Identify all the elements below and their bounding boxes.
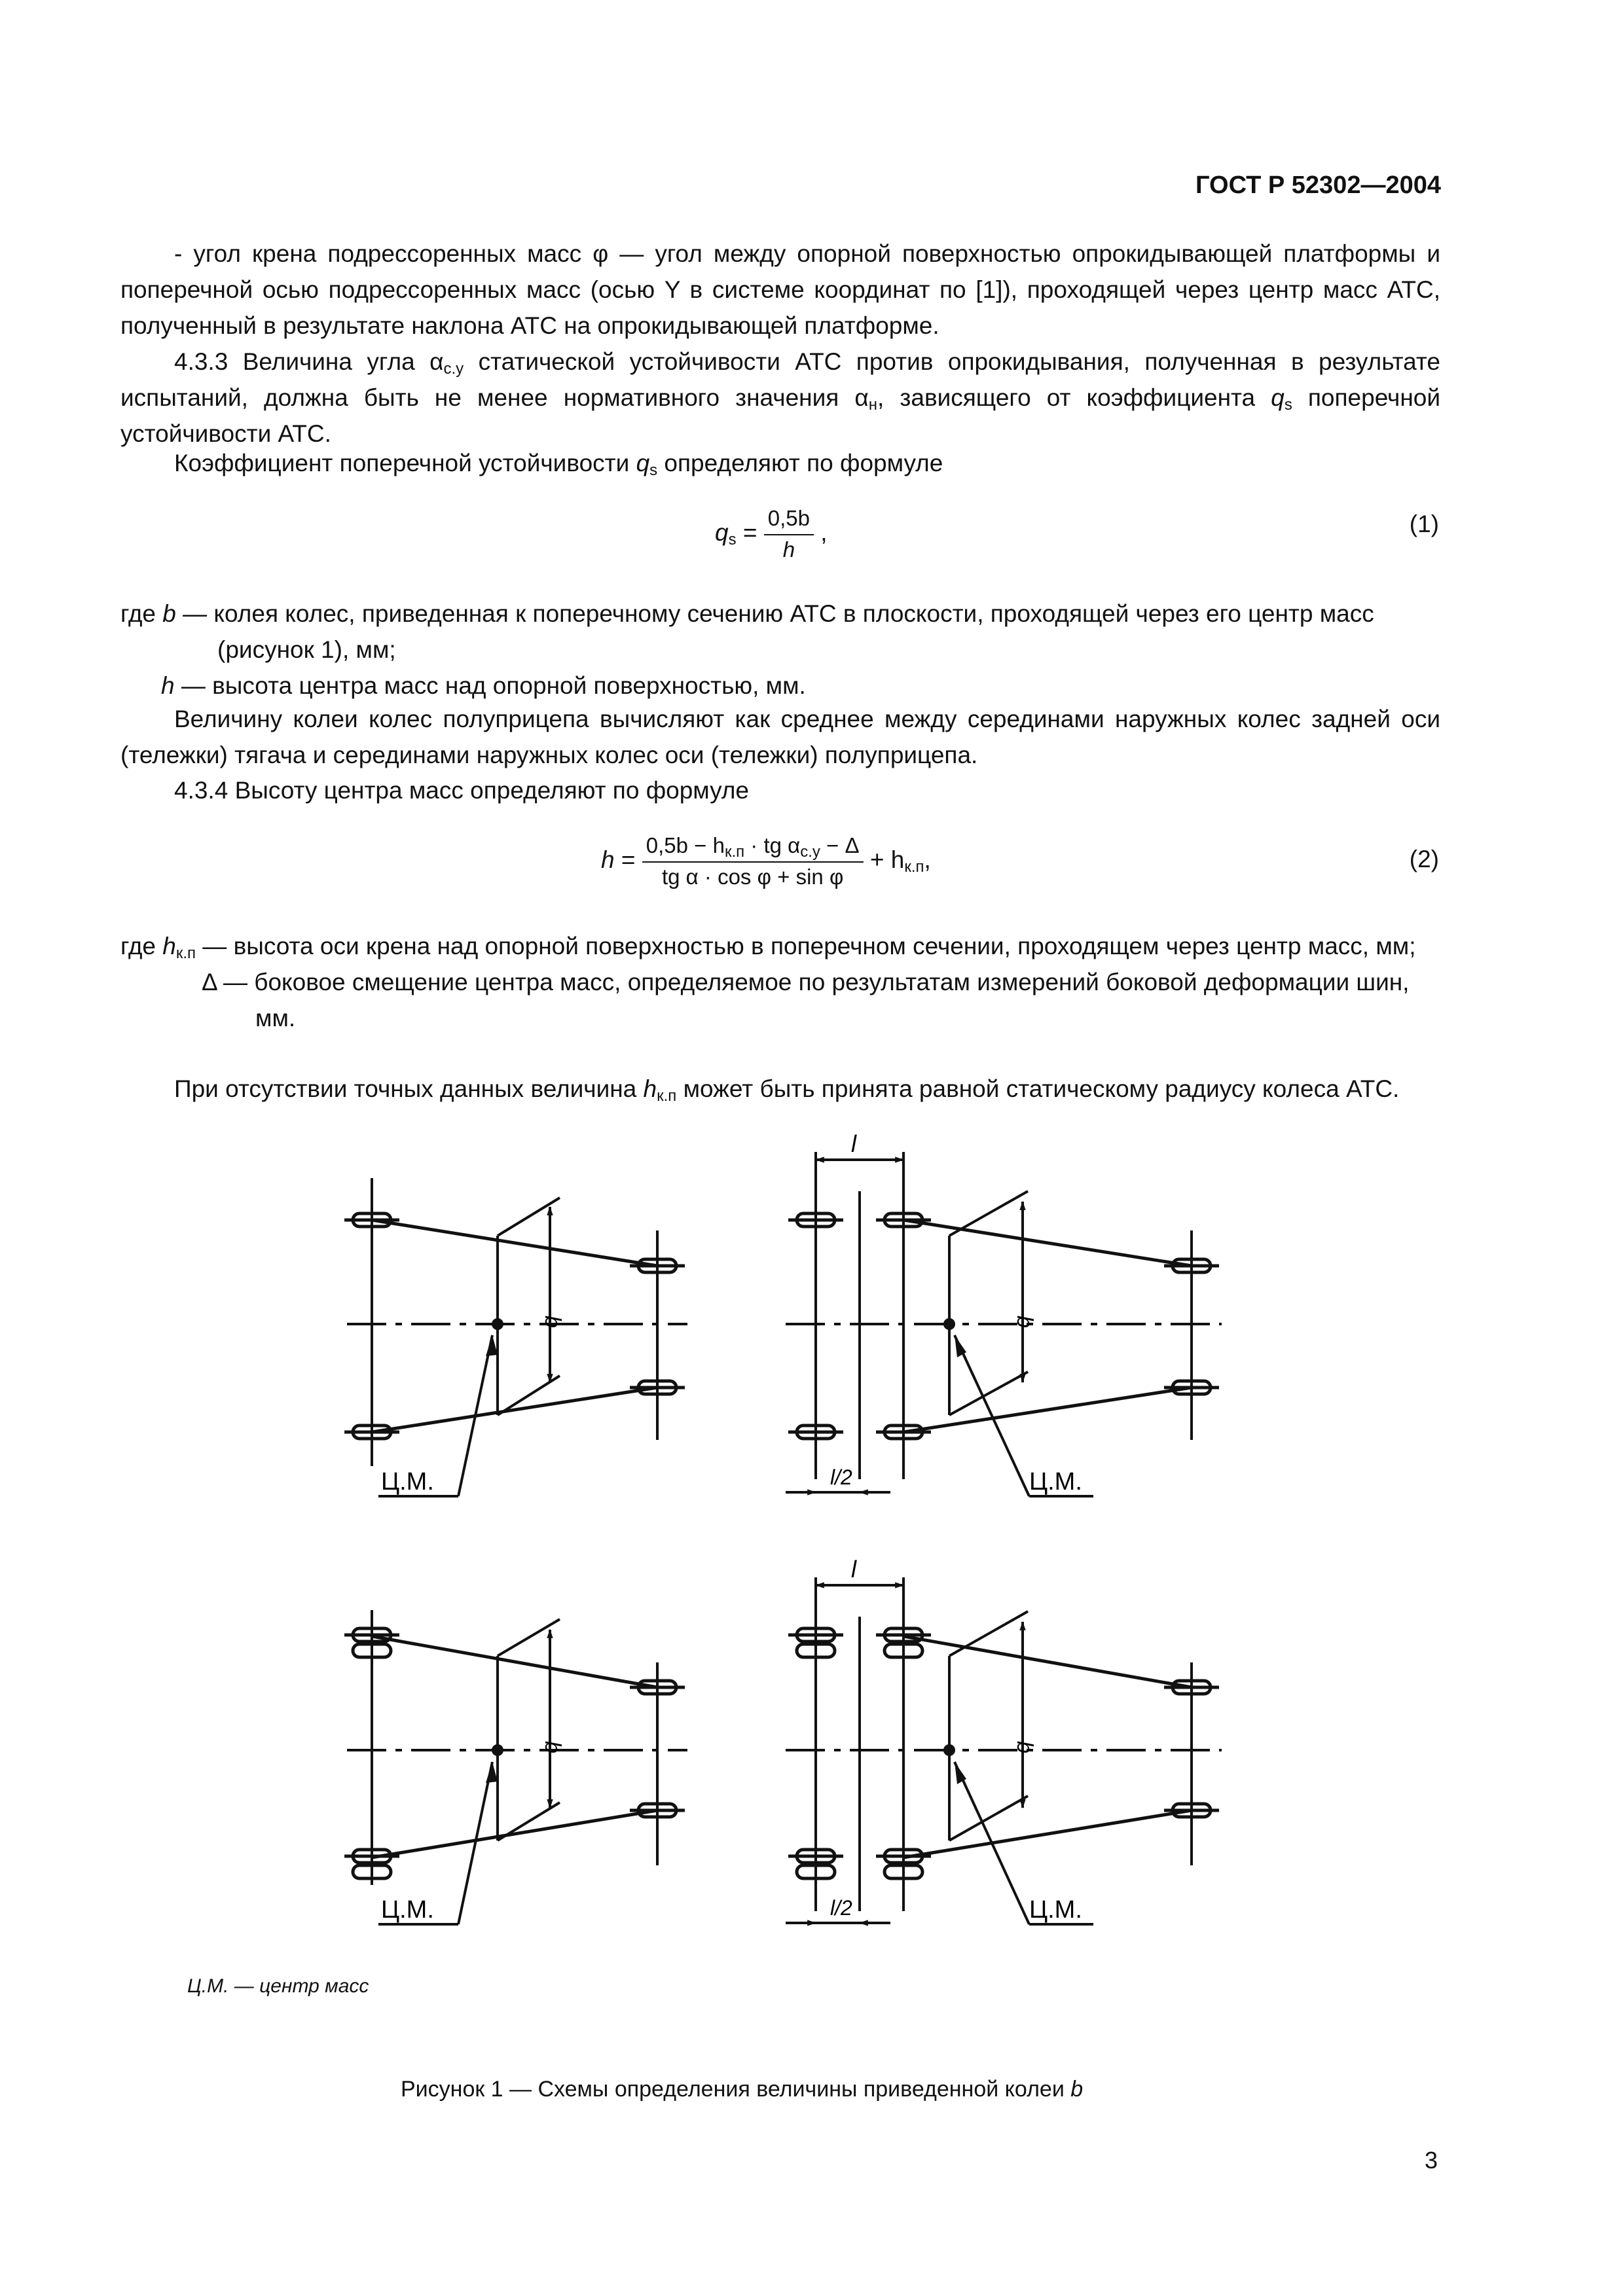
figure-note: Ц.М. — центр масс bbox=[187, 1975, 369, 1997]
label-l: l bbox=[851, 1556, 856, 1583]
center-of-mass-dot bbox=[492, 1318, 503, 1330]
paragraph-roll-axis-default: При отсутствии точных данных величина $h_{к.п}$ может быть принята равной статическому радиусу колеса АТС. bbox=[174, 1075, 1400, 1105]
diagram-bottom-right bbox=[786, 1577, 1222, 1924]
definition-delta: Δ — боковое смещение центра масс, определяемое по результатам измерений боковой деформации шин, мм. bbox=[202, 969, 1410, 1031]
page-number: 3 bbox=[1424, 2147, 1438, 2174]
formula-1: $q_s$ = $\frac{0,5b}{h}$ , bbox=[715, 506, 828, 562]
label-b: b bbox=[540, 1741, 565, 1753]
label-l: l bbox=[851, 1130, 856, 1157]
label-l-half: l/2 bbox=[830, 1465, 852, 1489]
label-b: b bbox=[540, 1316, 565, 1328]
label-cm: Ц.М. bbox=[1029, 1896, 1082, 1924]
definition-b: где b — колея колес, приведенная к поперечному сечению АТС в плоскости, проходящей через его центр масс (рисунок 1), мм; bbox=[120, 600, 1374, 663]
formula-2: h = $\frac{0,5b - h_{к.п} \cdot tg \alpha_{с.у} - \Delta}{\text{tg α · cos φ + sin φ}}$ + $h_{к.п}$, bbox=[601, 833, 931, 889]
formula-2-number: (2) bbox=[1409, 846, 1439, 872]
definition-h-roll-axis: где $h_{к.п}$ — высота оси крена над опорной поверхностью в поперечном сечении, проходящем через центр масс, мм; bbox=[120, 933, 1416, 962]
paragraph-coefficient-intro: Коэффициент поперечной устойчивости $q_s$ определяют по формуле bbox=[174, 450, 943, 479]
label-cm: Ц.М. bbox=[1029, 1468, 1082, 1496]
label-b: b bbox=[1012, 1316, 1037, 1328]
diagram-top-left bbox=[347, 1178, 687, 1496]
figure-caption: Рисунок 1 — Схемы определения величины приведенной колеи b bbox=[401, 2077, 1084, 2102]
paragraph-4-3-4: 4.3.4 Высоту центра масс определяют по формуле bbox=[174, 777, 750, 804]
label-cm: Ц.М. bbox=[381, 1896, 434, 1924]
label-b: b bbox=[1012, 1741, 1037, 1753]
label-cm: Ц.М. bbox=[381, 1468, 434, 1496]
definition-h: h — высота центра масс над опорной поверхностью, мм. bbox=[161, 672, 806, 699]
diagram-bottom-left bbox=[347, 1610, 687, 1924]
standard-id: ГОСТ Р 52302—2004 bbox=[1195, 171, 1441, 199]
paragraph-4-3-3: 4.3.3 Величина угла $\alpha_{с.у}$ статической устойчивости АТС против опрокидывания, полученная в результате испытаний, должна быть не менее нормативного значения $\alpha_н$, зависящего от коэффициента $q_s$ поперечной устойчивости АТС. bbox=[120, 348, 1441, 447]
diagram-top-right bbox=[786, 1152, 1222, 1496]
paragraph-roll-angle: - угол крена подрессоренных масс φ — угол между опорной поверхностью опрокидывающей платформы и поперечной осью подрессоренных масс (осью Y в системе координат по [1]), проходящей через центр масс АТС, полученный в результате наклона АТС на опрокидывающей платформе. bbox=[120, 240, 1440, 339]
paragraph-semitrailer-track: Величину колеи колес полуприцепа вычисляют как среднее между серединами наружных колес задней оси (тележки) тягача и серединами наружных колес оси (тележки) полуприцепа. bbox=[120, 706, 1440, 768]
label-l-half: l/2 bbox=[830, 1896, 852, 1920]
formula-1-number: (1) bbox=[1409, 511, 1439, 537]
